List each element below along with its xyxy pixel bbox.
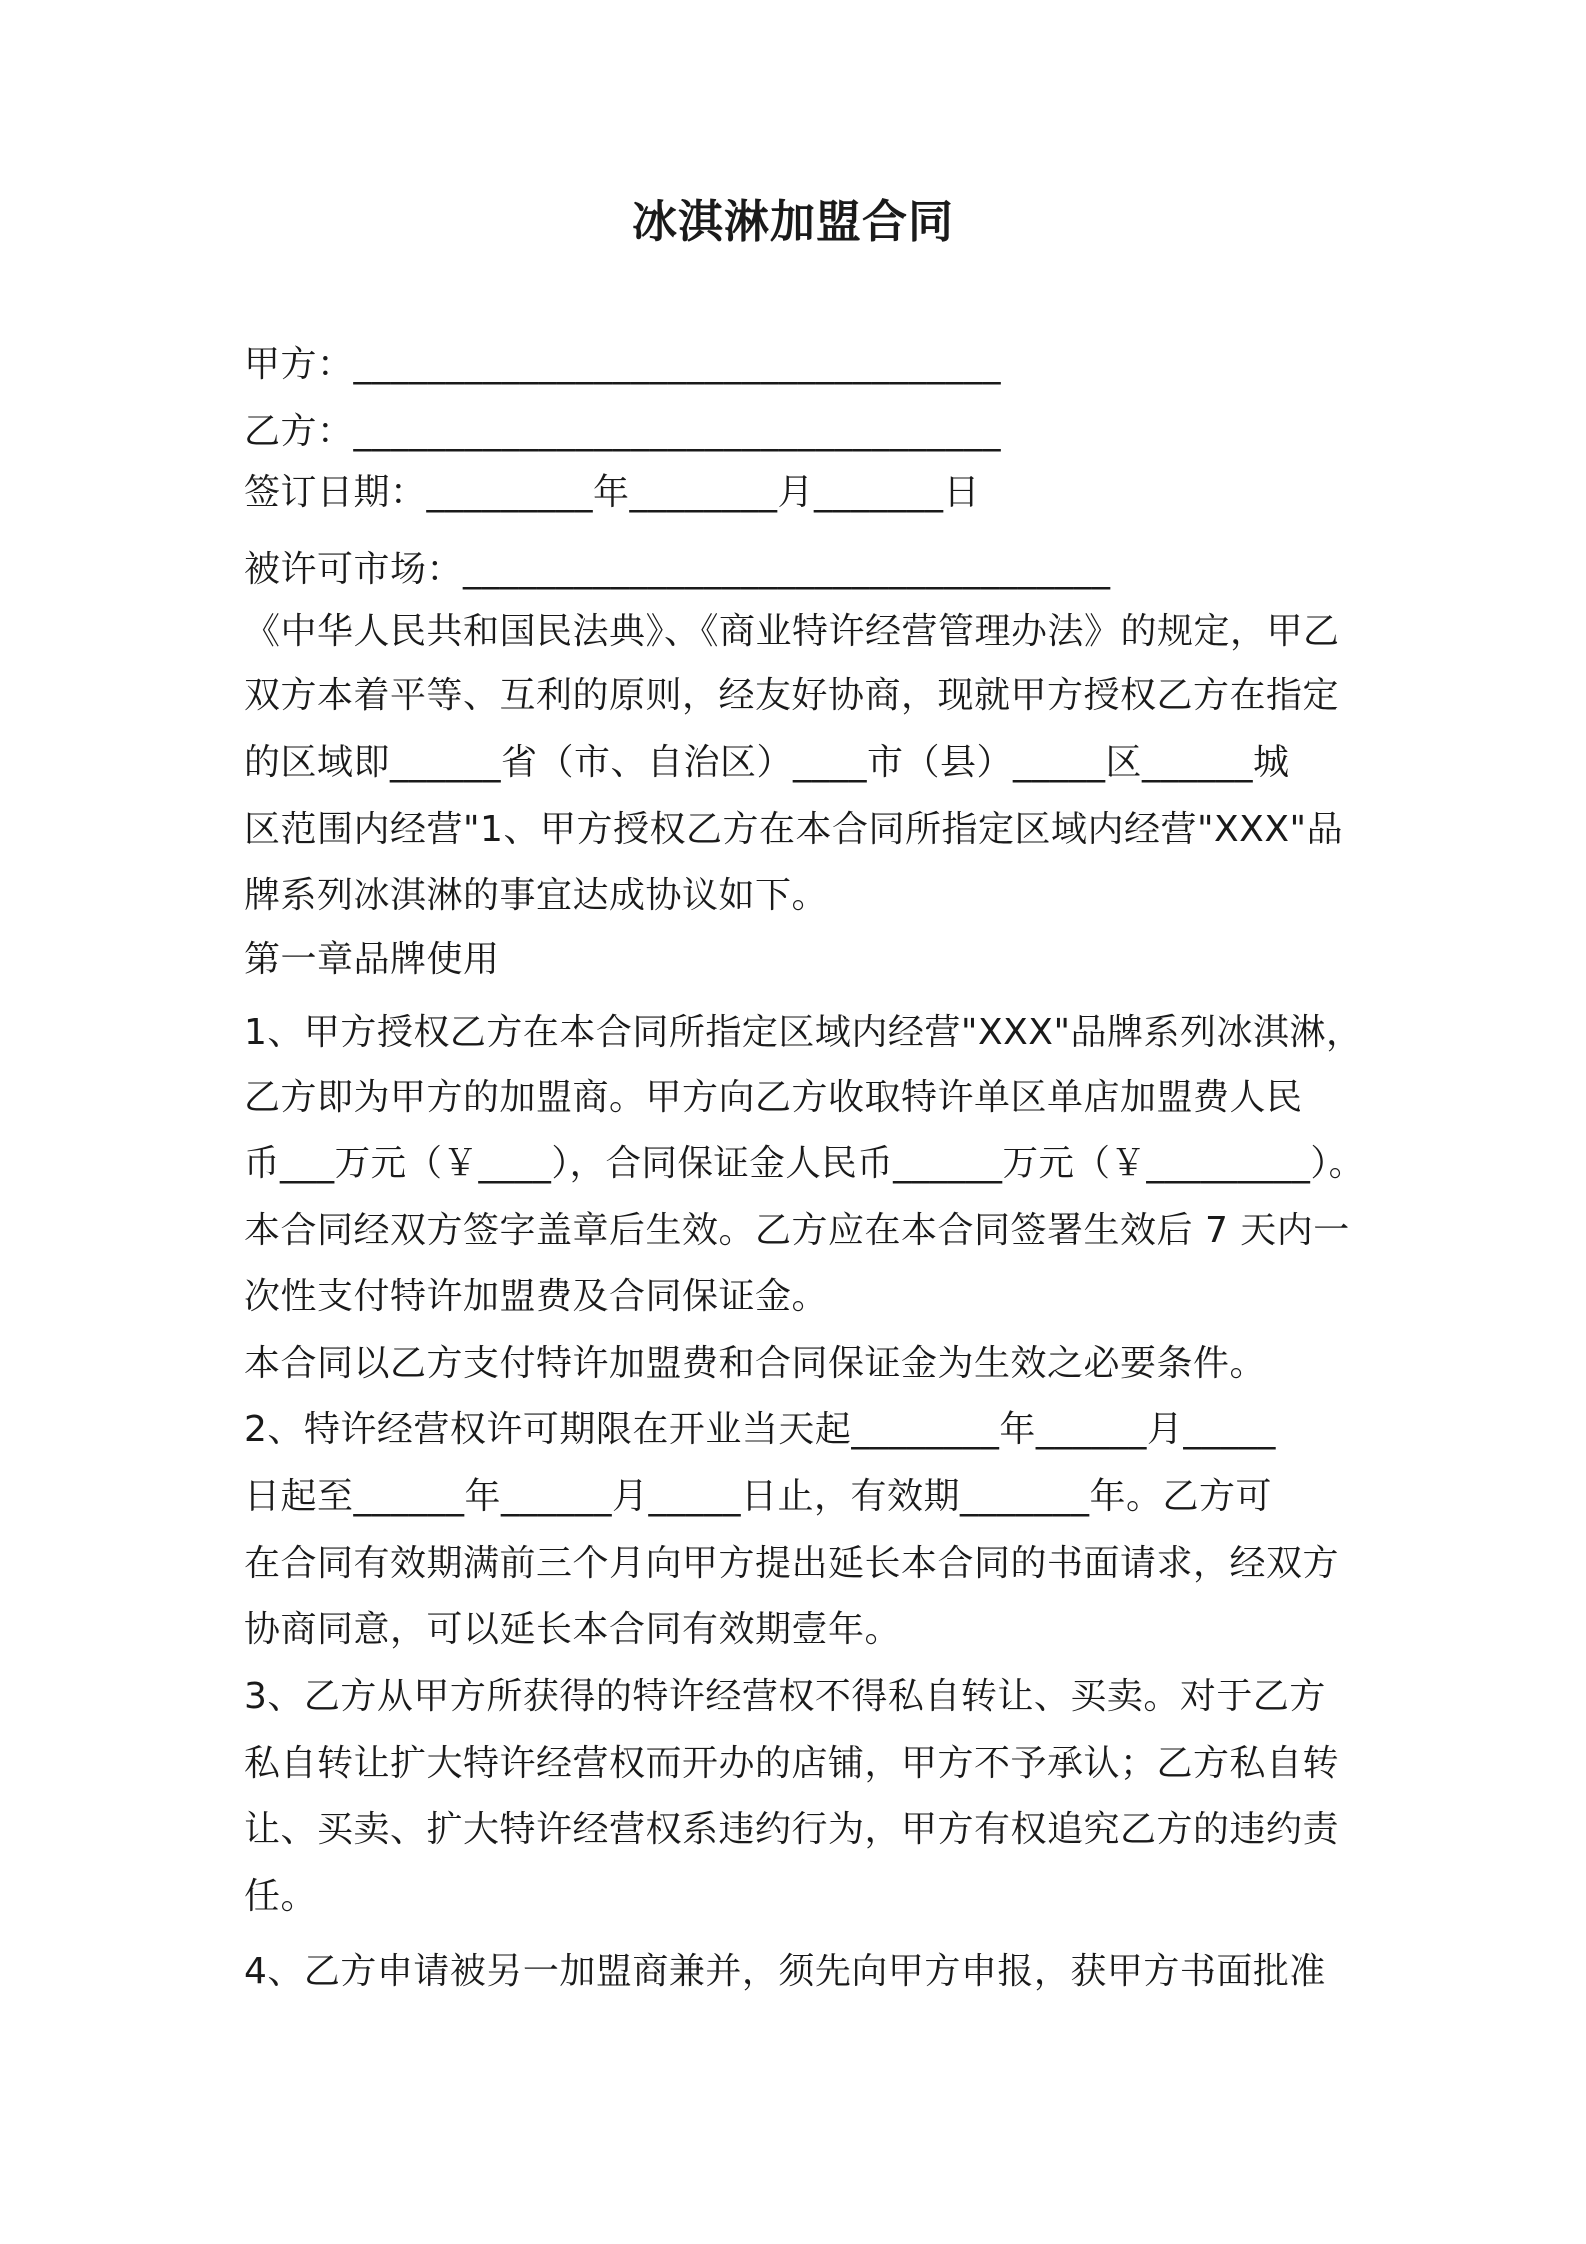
body-line: 在合同有效期满前三个月向甲方提出延长本合同的书面请求，经双方	[244, 1543, 1340, 1584]
page-title: 冰淇淋加盟合同	[631, 195, 954, 248]
body-line: 《中华人民共和国民法典》、《商业特许经营管理办法》的规定，甲乙	[244, 611, 1340, 652]
body-line: 本合同以乙方支付特许加盟费和合同保证金为生效之必要条件。	[244, 1343, 1267, 1384]
body-line: 双方本着平等、互利的原则，经友好协商，现就甲方授权乙方在指定	[244, 675, 1340, 716]
body-line: 牌系列冰淇淋的事宜达成协议如下。	[244, 875, 829, 916]
body-line: 4、乙方申请被另一加盟商兼并，须先向甲方申报，获甲方书面批准	[244, 1951, 1326, 1992]
body-line: 的区域即______省（市、自治区）____市（县）_____区______城	[244, 742, 1290, 783]
body-line: 让、买卖、扩大特许经营权系违约行为，甲方有权追究乙方的违约责	[244, 1809, 1340, 1850]
party-b-line: 乙方：___________________________________	[244, 411, 1002, 452]
body-line: 任。	[244, 1876, 318, 1917]
body-line: 3、乙方从甲方所获得的特许经营权不得私自转让、买卖。对于乙方	[244, 1676, 1326, 1717]
body-line: 次性支付特许加盟费及合同保证金。	[244, 1276, 829, 1317]
party-a-line: 甲方：___________________________________	[244, 344, 1002, 385]
chapter-heading: 第一章品牌使用	[244, 939, 500, 980]
body-line: 币___万元（￥____），合同保证金人民币______万元（￥_________）。	[244, 1143, 1365, 1184]
licensed-market-line: 被许可市场：___________________________________	[244, 549, 1111, 590]
body-line: 2、特许经营权许可期限在开业当天起________年______月_____	[244, 1409, 1276, 1450]
body-line: 区范围内经营"1、甲方授权乙方在本合同所指定区域内经营"XXX"品	[244, 809, 1344, 850]
signing-date-line: 签订日期：_________年________月_______日	[244, 472, 981, 513]
body-line: 本合同经双方签字盖章后生效。乙方应在本合同签署生效后 7 天内一	[244, 1210, 1350, 1251]
body-line: 日起至______年______月_____日止，有效期_______年。乙方可	[244, 1476, 1273, 1517]
body-line: 1、甲方授权乙方在本合同所指定区域内经营"XXX"品牌系列冰淇淋，	[244, 1012, 1363, 1053]
body-line: 乙方即为甲方的加盟商。甲方向乙方收取特许单区单店加盟费人民	[244, 1077, 1303, 1118]
body-line: 协商同意，可以延长本合同有效期壹年。	[244, 1609, 902, 1650]
body-line: 私自转让扩大特许经营权而开办的店铺，甲方不予承认；乙方私自转	[244, 1743, 1340, 1784]
